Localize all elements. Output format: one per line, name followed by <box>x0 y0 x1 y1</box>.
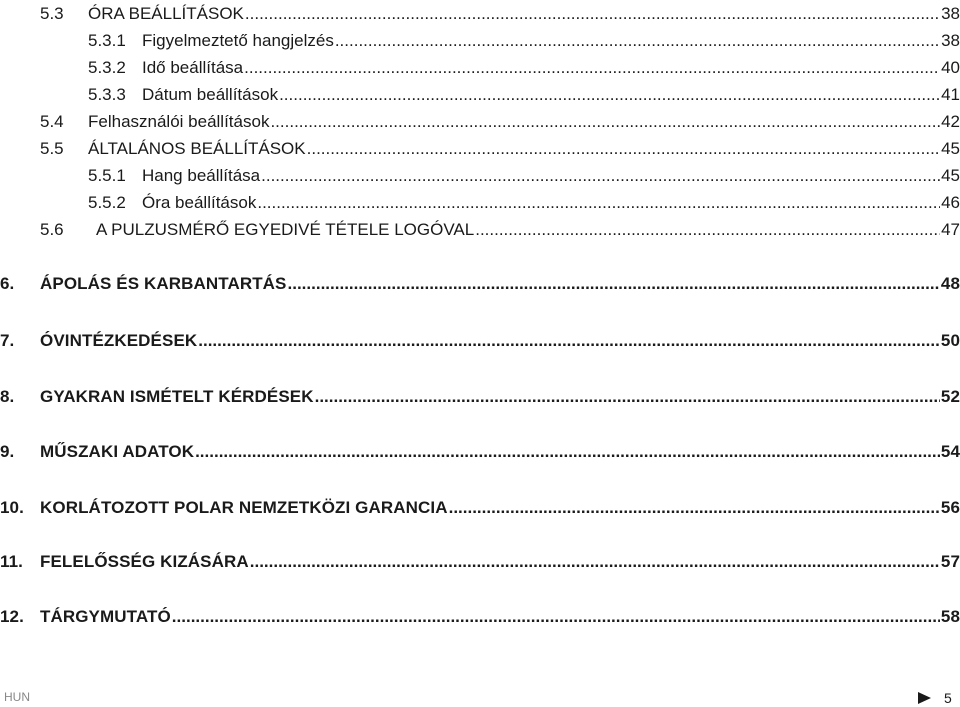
toc-number: 12. <box>0 607 24 626</box>
toc-title: ÁLTALÁNOS BEÁLLÍTÁSOK <box>88 139 306 158</box>
toc-leader <box>172 606 940 628</box>
toc-entry[interactable] <box>40 138 960 160</box>
toc-number: 7. <box>0 331 15 350</box>
toc-leader <box>307 138 940 160</box>
toc-title: TÁRGYMUTATÓ <box>40 607 171 626</box>
toc-page: 41 <box>941 85 960 104</box>
toc-leader <box>257 192 940 214</box>
toc-number: 5.3 <box>40 4 64 23</box>
toc-page: 42 <box>941 112 960 131</box>
toc-number: 5.3.3 <box>88 85 126 104</box>
toc-title: KORLÁTOZOTT POLAR NEMZETKÖZI GARANCIA <box>40 498 448 517</box>
toc-leader <box>261 165 940 187</box>
toc-number: 5.3.2 <box>88 58 126 77</box>
toc-leader <box>335 30 940 52</box>
toc-number: 5.6 <box>40 220 64 239</box>
page-number: 5 <box>944 690 952 706</box>
toc-number: 9. <box>0 442 15 461</box>
toc-leader <box>250 551 940 573</box>
toc-entry[interactable] <box>88 165 960 187</box>
toc-entry[interactable] <box>88 30 960 52</box>
toc-title: Idő beállítása <box>142 58 244 77</box>
toc-chapter-entry[interactable] <box>0 606 960 628</box>
toc-title: ÓVINTÉZKEDÉSEK <box>40 331 198 350</box>
toc-page: 54 <box>940 442 960 461</box>
toc-title: Felhasználói beállítások <box>88 112 270 131</box>
toc-entry[interactable] <box>40 111 960 133</box>
toc-page: 38 <box>941 31 960 50</box>
toc-page: 58 <box>940 607 960 626</box>
toc-title: Figyelmeztető hangjelzés <box>142 31 334 50</box>
toc-page: 45 <box>941 166 960 185</box>
toc-leader <box>449 497 940 519</box>
toc-page: 50 <box>940 331 960 350</box>
toc-page: 47 <box>941 220 960 239</box>
toc-entry[interactable] <box>40 219 960 241</box>
toc-page: 56 <box>940 498 960 517</box>
toc-chapter-entry[interactable] <box>0 497 960 519</box>
toc-title: FELELŐSSÉG KIZÁSÁRA <box>40 552 249 571</box>
toc-title: Óra beállítások <box>142 193 257 212</box>
toc-number: 5.5.2 <box>88 193 126 212</box>
toc-leader <box>244 57 940 79</box>
toc-page: 46 <box>941 193 960 212</box>
toc-title: A PULZUSMÉRŐ EGYEDIVÉ TÉTELE LOGÓVAL <box>96 220 475 239</box>
toc-leader <box>315 386 940 408</box>
toc-leader <box>198 330 940 352</box>
toc-number: 5.5.1 <box>88 166 126 185</box>
toc-leader <box>475 219 940 241</box>
toc-page: 38 <box>941 4 960 23</box>
toc-title: Hang beállítása <box>142 166 261 185</box>
toc-number: 8. <box>0 387 15 406</box>
toc-leader <box>270 111 940 133</box>
toc-leader <box>288 273 940 295</box>
toc-chapter-entry[interactable] <box>0 273 960 295</box>
toc-chapter-entry[interactable] <box>0 551 960 573</box>
toc-page: 40 <box>941 58 960 77</box>
toc-leader <box>245 3 940 25</box>
play-arrow-icon <box>918 692 931 704</box>
toc-leader <box>195 441 940 463</box>
toc-number: 5.4 <box>40 112 64 131</box>
toc-title: GYAKRAN ISMÉTELT KÉRDÉSEK <box>40 387 314 406</box>
toc-page: 57 <box>940 552 960 571</box>
toc-chapter-entry[interactable] <box>0 386 960 408</box>
toc-number: 6. <box>0 274 15 293</box>
toc-chapter-entry[interactable] <box>0 330 960 352</box>
toc-entry[interactable] <box>40 3 960 25</box>
toc-title: MŰSZAKI ADATOK <box>40 442 195 461</box>
toc-number: 11. <box>0 552 23 571</box>
toc-leader <box>279 84 940 106</box>
toc-page: 45 <box>941 139 960 158</box>
toc-title: ÁPOLÁS ÉS KARBANTARTÁS <box>40 274 287 293</box>
toc-entry[interactable] <box>88 57 960 79</box>
toc-title: Dátum beállítások <box>142 85 279 104</box>
toc-title: ÓRA BEÁLLÍTÁSOK <box>88 4 244 23</box>
toc-number: 10. <box>0 498 24 517</box>
toc-entry[interactable] <box>88 192 960 214</box>
toc-page: 48 <box>940 274 960 293</box>
toc-entry[interactable] <box>88 84 960 106</box>
toc-number: 5.5 <box>40 139 64 158</box>
toc-number: 5.3.1 <box>88 31 126 50</box>
toc-page: 52 <box>940 387 960 406</box>
toc-chapter-entry[interactable] <box>0 441 960 463</box>
language-label: HUN <box>4 690 30 704</box>
